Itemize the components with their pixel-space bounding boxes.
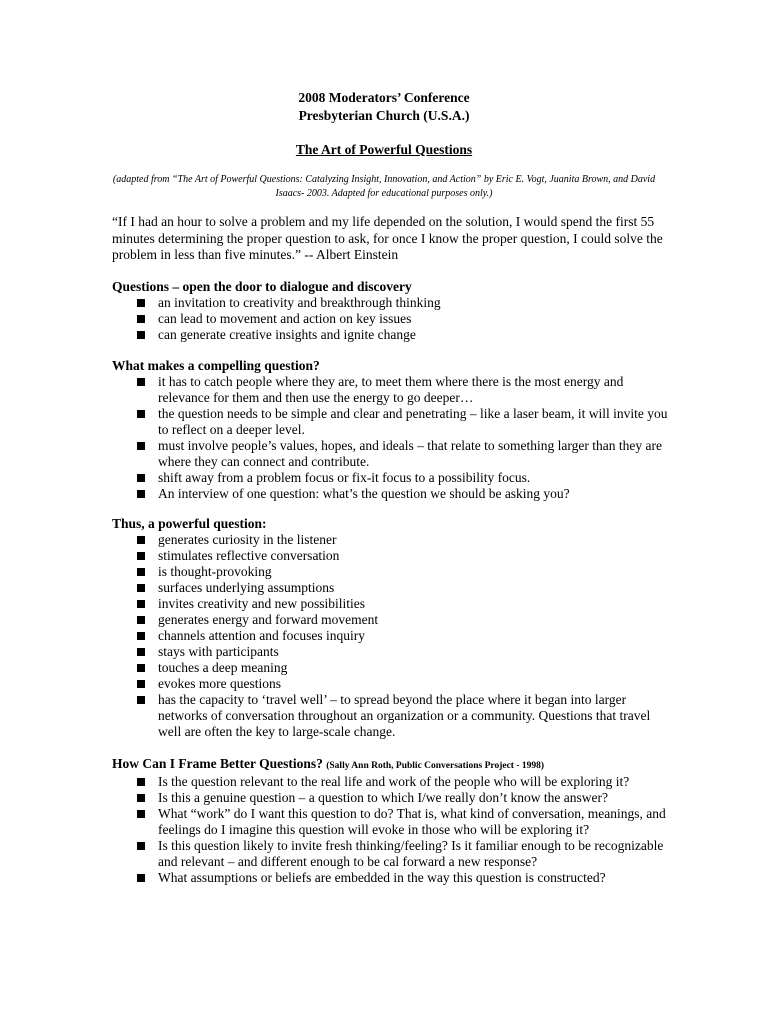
- list-item-text: Is the question relevant to the real life and work of the people who will be exploring it?: [158, 774, 630, 789]
- list-item-text: stays with participants: [158, 644, 279, 659]
- list-item: [112, 374, 672, 406]
- list-item-text: surfaces underlying assumptions: [158, 580, 335, 595]
- list-item: [112, 692, 672, 740]
- square-bullet-icon: [137, 600, 145, 608]
- square-bullet-icon: [137, 842, 145, 850]
- square-bullet-icon: [137, 536, 145, 544]
- list-item-text: An interview of one question: what’s the question we should be asking you?: [158, 486, 570, 501]
- square-bullet-icon: [137, 648, 145, 656]
- list-item: [112, 676, 672, 692]
- list-item: [112, 327, 672, 343]
- list-item-text: Is this question likely to invite fresh thinking/feeling? Is it familiar enough to be recognizable and relevant – and different enough to be cal forward a new response?: [158, 838, 664, 869]
- list-item-text: can generate creative insights and ignite change: [158, 327, 416, 342]
- list-item-text: touches a deep meaning: [158, 660, 288, 675]
- list-item: [112, 612, 672, 628]
- list-item: [112, 790, 672, 806]
- list-item: [112, 806, 672, 838]
- section-heading: [112, 756, 672, 774]
- einstein-quote: “If I had an hour to solve a problem and my life depended on the solution, I would spend the first 55 minutes determining the proper question to ask, for once I know the proper question, I could solve the problem in less than five minutes.” -- Albert Einstein: [112, 214, 663, 262]
- square-bullet-icon: [137, 552, 145, 560]
- list-item: [112, 486, 672, 502]
- list-item: [112, 774, 672, 790]
- list-item-text: has the capacity to ‘travel well’ – to spread beyond the place where it began into larger networks of conversation throughout an organization or a community. Questions that travel well are often the key to large-scale change.: [158, 692, 651, 739]
- organization-title: Presbyterian Church (U.S.A.): [298, 108, 470, 123]
- list-item: [112, 406, 672, 438]
- section-frame-better-questions: [112, 756, 672, 886]
- list-item: [112, 532, 672, 548]
- list-item: [112, 870, 672, 886]
- section-heading-text: How Can I Frame Better Questions?: [112, 756, 323, 771]
- square-bullet-icon: [137, 584, 145, 592]
- list-item-text: shift away from a problem focus or fix-it focus to a possibility focus.: [158, 470, 531, 485]
- square-bullet-icon: [137, 778, 145, 786]
- list-item-text: the question needs to be simple and clear and penetrating – like a laser beam, it will invite you to reflect on a deeper level.: [158, 406, 668, 437]
- list-item: [112, 660, 672, 676]
- square-bullet-icon: [137, 664, 145, 672]
- list-item: [112, 548, 672, 564]
- list-item-text: can lead to movement and action on key issues: [158, 311, 412, 326]
- square-bullet-icon: [137, 331, 145, 339]
- bullet-list: [112, 374, 672, 502]
- list-item: [112, 438, 672, 470]
- list-item-text: Is this a genuine question – a question to which I/we really don’t know the answer?: [158, 790, 609, 805]
- square-bullet-icon: [137, 474, 145, 482]
- square-bullet-icon: [137, 616, 145, 624]
- list-item-text: is thought-provoking: [158, 564, 272, 579]
- list-item: [112, 628, 672, 644]
- list-item: [112, 470, 672, 486]
- list-item: [112, 564, 672, 580]
- square-bullet-icon: [137, 794, 145, 802]
- list-item-text: generates curiosity in the listener: [158, 532, 337, 547]
- list-item: [112, 580, 672, 596]
- document-title: The Art of Powerful Questions: [295, 142, 473, 157]
- list-item: [112, 644, 672, 660]
- bullet-list: [112, 774, 672, 886]
- section-powerful-question: [112, 516, 672, 740]
- list-item-text: must involve people’s values, hopes, and ideals – that relate to something larger than they are where they can connect and contribute.: [158, 438, 662, 469]
- list-item: [112, 295, 672, 311]
- list-item-text: it has to catch people where they are, to meet them where there is the most energy and relevance for them and then use the energy to go deeper…: [158, 374, 624, 405]
- square-bullet-icon: [137, 632, 145, 640]
- list-item-text: stimulates reflective conversation: [158, 548, 340, 563]
- section-heading: Questions – open the door to dialogue and discovery: [112, 279, 412, 294]
- section-source-note: (Sally Ann Roth, Public Conversations Project - 1998): [326, 761, 545, 771]
- square-bullet-icon: [137, 568, 145, 576]
- list-item-text: evokes more questions: [158, 676, 281, 691]
- list-item: [112, 838, 672, 870]
- bullet-list: [112, 295, 672, 343]
- square-bullet-icon: [137, 378, 145, 386]
- list-item: [112, 311, 672, 327]
- list-item-text: an invitation to creativity and breakthrough thinking: [158, 295, 441, 310]
- square-bullet-icon: [137, 442, 145, 450]
- section-compelling-question: [112, 358, 672, 502]
- square-bullet-icon: [137, 315, 145, 323]
- attribution-note: (adapted from “The Art of Powerful Questions: Catalyzing Insight, Innovation, and Action” by Eric E. Vogt, Juanita Brown, and David Isaacs- 2003. Adapted for educational purposes only.): [112, 174, 656, 199]
- square-bullet-icon: [137, 490, 145, 498]
- square-bullet-icon: [137, 410, 145, 418]
- list-item-text: invites creativity and new possibilities: [158, 596, 365, 611]
- section-heading: Thus, a powerful question:: [112, 516, 267, 531]
- conference-title: 2008 Moderators’ Conference: [298, 90, 470, 105]
- section-heading: What makes a compelling question?: [112, 358, 320, 373]
- list-item-text: What assumptions or beliefs are embedded in the way this question is constructed?: [158, 870, 606, 885]
- list-item: [112, 596, 672, 612]
- square-bullet-icon: [137, 696, 145, 704]
- bullet-list: [112, 532, 672, 740]
- section-open-door: [112, 279, 672, 343]
- square-bullet-icon: [137, 874, 145, 882]
- list-item-text: channels attention and focuses inquiry: [158, 628, 365, 643]
- list-item-text: What “work” do I want this question to do? That is, what kind of conversation, meanings, and feelings do I imagine this question will evoke in those who will be exploring it?: [158, 806, 666, 837]
- list-item-text: generates energy and forward movement: [158, 612, 379, 627]
- square-bullet-icon: [137, 810, 145, 818]
- square-bullet-icon: [137, 680, 145, 688]
- square-bullet-icon: [137, 299, 145, 307]
